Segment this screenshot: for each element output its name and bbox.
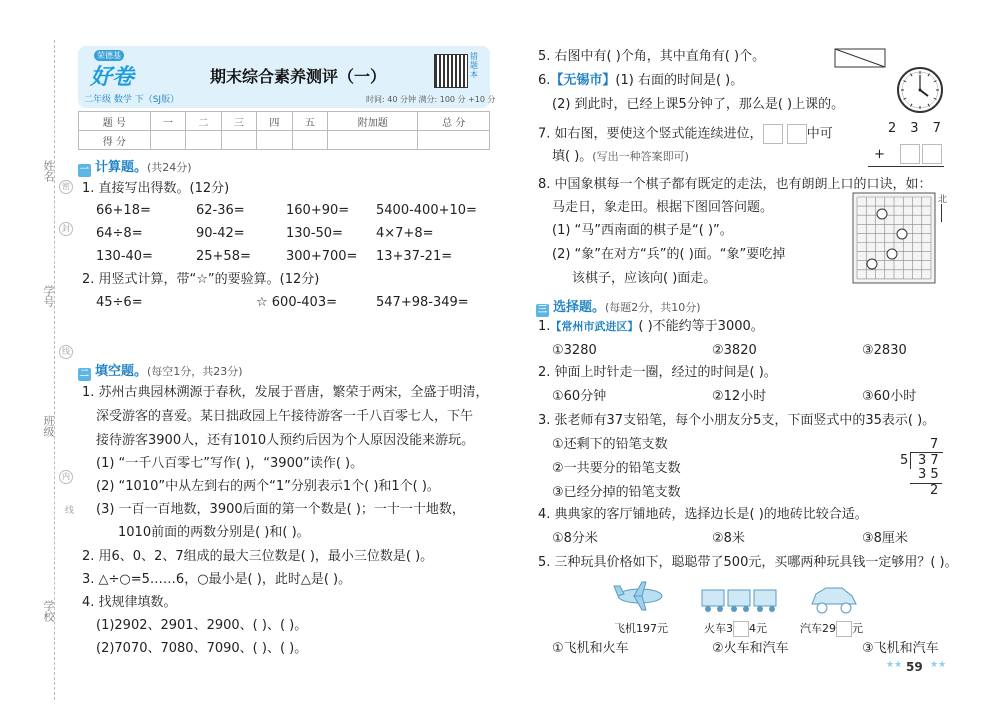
fill-line: 接待游客3900人，还有1010人预约后因为个人原因没能来游玩。 <box>96 433 475 448</box>
question-1-1: 1. 直接写出得数。(12分) <box>82 181 230 196</box>
score-header: 五 <box>292 112 328 131</box>
choice-option[interactable]: ③8厘米 <box>862 531 908 546</box>
choice-option[interactable]: ①还剩下的铅笔支数 <box>552 437 668 452</box>
section-number-icon: 一 <box>79 165 89 175</box>
fill-line: 2. 用6、0、2、7组成的最大三位数是( )，最小三位数是( )。 <box>82 549 434 564</box>
score-cell[interactable] <box>328 131 418 150</box>
score-cell[interactable] <box>221 131 257 150</box>
score-cell[interactable] <box>186 131 222 150</box>
question-8-text: 马走日，象走田。根据下图回答问题。 <box>552 200 774 215</box>
question-8-1: (1) “马”西南面的棋子是“( )”。 <box>552 223 733 238</box>
choice-1: 1.【常州市武进区】( )不能约等于3000。 <box>538 319 764 334</box>
qr-code-icon <box>434 54 468 88</box>
time-info: 时间: 40 分钟 满分: 100 分 +10 分 <box>366 95 496 104</box>
logo-text: 好卷 <box>90 65 135 90</box>
fill-line: (1)2902、2901、2900、( )、( )。 <box>96 618 308 633</box>
fill-line: 深受游客的喜爱。某日拙政园上午接待游客一千八百零七人，下午 <box>96 409 474 424</box>
choice-2: 2. 钟面上时针走一圈，经过的时间是( )。 <box>538 365 777 380</box>
bind-text: 线 <box>63 505 73 514</box>
class-label: 班级 <box>42 415 55 437</box>
section-title-calc: 一 计算题。(共24分) <box>79 160 192 175</box>
choice-option[interactable]: ②火车和汽车 <box>712 641 789 656</box>
answer-box[interactable] <box>763 124 783 144</box>
student-id-label: 学号 <box>42 285 55 307</box>
airplane-icon <box>612 578 668 614</box>
score-header: 题 号 <box>79 112 151 131</box>
score-table <box>78 111 490 150</box>
fill-line: (2) “1010”中从左到右的两个“1”分别表示1个( )和1个( )。 <box>96 479 440 494</box>
calc-item: 13+37-21= <box>376 249 453 264</box>
clock-icon <box>896 66 944 114</box>
choice-5: 5. 三种玩具价格如下，聪聪带了500元，买哪两种玩具钱一定够用？( )。 <box>538 555 958 570</box>
answer-box[interactable] <box>900 144 920 164</box>
fill-line: 4. 找规律填数。 <box>82 595 177 610</box>
answer-box[interactable] <box>922 144 942 164</box>
school-label: 学校 <box>42 600 55 622</box>
calc-item: 160+90= <box>286 203 350 218</box>
choice-option[interactable]: ③60小时 <box>862 389 917 404</box>
question-5: 5. 右图中有( )个角，其中直角有( )个。 <box>538 49 766 64</box>
answer-box[interactable] <box>787 124 807 144</box>
section-number-icon: 二 <box>79 369 89 379</box>
fill-line: (1) “一千八百零七”写作( )，“3900”读作( )。 <box>96 456 364 471</box>
question-7: 7. 如右图，要使这个竖式能连续进位， 中可 <box>538 124 833 144</box>
score-cell[interactable] <box>257 131 293 150</box>
hidden-digit-box <box>733 621 749 637</box>
vertical-calc-item: 45÷6= <box>96 295 143 310</box>
question-1-2: 2. 用竖式计算，带“☆”的要验算。(12分) <box>82 272 320 287</box>
star-decoration-icon: ★★ <box>886 660 903 670</box>
qr-label: 错题本 <box>470 52 478 79</box>
score-header: 总 分 <box>418 112 490 131</box>
chess-board <box>852 192 936 284</box>
score-cell[interactable] <box>418 131 490 150</box>
score-header: 三 <box>221 112 257 131</box>
calc-item: 5400-400+10= <box>376 203 477 218</box>
question-8: 8. 中国象棋每一个棋子都有既定的走法，也有朗朗上口的口诀，如： <box>538 177 932 192</box>
score-row-label: 得 分 <box>79 131 151 150</box>
calc-item: 64÷8= <box>96 226 143 241</box>
fill-line: 3. △÷○=5……6，○最小是( )，此时△是( )。 <box>82 572 352 587</box>
grade-label: 二年级 数学 下（SJ版） <box>84 95 180 105</box>
bind-mark: 封 <box>59 222 73 236</box>
choice-option[interactable]: ①飞机和火车 <box>552 641 629 656</box>
toy-price-train: 火车3 4元 <box>704 622 767 635</box>
choice-option[interactable]: ①60分钟 <box>552 389 607 404</box>
fill-line: 1. 苏州古典园林溯源于春秋，发展于晋唐，繁荣于两宋，全盛于明清， <box>82 385 489 400</box>
choice-option[interactable]: ②8米 <box>712 531 745 546</box>
calc-item: 62-36= <box>196 203 245 218</box>
choice-option[interactable]: ③2830 <box>862 343 907 358</box>
question-6: 6.【无锡市】(1) 右面的时间是( )。 <box>538 73 744 88</box>
sum-line <box>868 166 944 167</box>
calc-item: 300+700= <box>286 249 358 264</box>
bind-mark: 内 <box>59 470 73 484</box>
question-8-2: (2) “象”在对方“兵”的( )面。“象”要吃掉 <box>552 247 786 262</box>
angle-figure <box>834 48 886 68</box>
plus-sign: + <box>874 147 885 162</box>
calc-item: 4×7+8= <box>376 226 434 241</box>
calc-item: 130-50= <box>286 226 343 241</box>
question-8-2b: 该棋子，应该向( )面走。 <box>572 271 717 286</box>
page-title: 期末综合素养测评（一） <box>210 67 387 86</box>
score-header: 附加题 <box>328 112 418 131</box>
train-icon <box>700 584 780 614</box>
vertical-calc-item: 547+98-349= <box>376 295 469 310</box>
page-number: 59 <box>906 660 923 674</box>
question-6b: (2) 到此时，已经上课5分钟了，那么是( )上课的。 <box>552 97 845 112</box>
choice-option[interactable]: ①8分米 <box>552 531 598 546</box>
series-label: 荣德基 <box>94 50 124 61</box>
choice-option[interactable]: ②一共要分的铅笔支数 <box>552 461 681 476</box>
calc-item: 66+18= <box>96 203 151 218</box>
star-decoration-icon: ★★ <box>930 660 947 670</box>
fill-line: (2)7070、7080、7090、( )、( )。 <box>96 641 308 656</box>
choice-option[interactable]: ③飞机和汽车 <box>862 641 939 656</box>
north-label: 北 <box>938 195 948 205</box>
score-cell[interactable] <box>150 131 186 150</box>
choice-option[interactable]: ①3280 <box>552 343 597 358</box>
choice-option[interactable]: ②3820 <box>712 343 757 358</box>
choice-option[interactable]: ②12小时 <box>712 389 767 404</box>
choice-option[interactable]: ③已经分掉的铅笔支数 <box>552 485 681 500</box>
north-arrow-icon <box>941 204 942 222</box>
toy-price-plane: 飞机197元 <box>614 622 668 635</box>
calc-item: 130-40= <box>96 249 153 264</box>
score-header: 二 <box>186 112 222 131</box>
bind-mark: 线 <box>59 345 73 359</box>
fill-line: 1010前面的两数分别是( )和( )。 <box>118 525 310 540</box>
score-header: 四 <box>257 112 293 131</box>
choice-4: 4. 典典家的客厅铺地砖，选择边长是( )的地砖比较合适。 <box>538 507 868 522</box>
name-label: 姓名 <box>42 160 55 182</box>
question-7b: 填( )。(写出一种答案即可) <box>552 149 689 164</box>
section-number-icon: 三 <box>537 305 547 315</box>
section-title-choice: 三 选择题。(每题2分，共10分) <box>537 300 701 315</box>
fill-line: (3) 一百一百地数，3900后面的第一个数是( )；一十一十地数， <box>96 502 465 517</box>
score-cell[interactable] <box>292 131 328 150</box>
hidden-digit-box <box>836 621 852 637</box>
vertical-addition-digits: 237 <box>888 121 955 136</box>
score-header: 一 <box>150 112 186 131</box>
section-title-fill: 二 填空题。(每空1分，共23分) <box>79 364 243 379</box>
brand-logo <box>86 50 148 90</box>
vertical-calc-item: ☆ 600-403= <box>256 295 337 310</box>
calc-item: 90-42= <box>196 226 245 241</box>
calc-item: 25+58= <box>196 249 251 264</box>
toy-price-car: 汽车29 元 <box>800 622 863 635</box>
choice-3: 3. 张老师有37支铅笔，每个小朋友分5支，下面竖式中的35表示( )。 <box>538 413 936 428</box>
car-icon <box>808 582 860 616</box>
bind-mark: 密 <box>59 180 73 194</box>
